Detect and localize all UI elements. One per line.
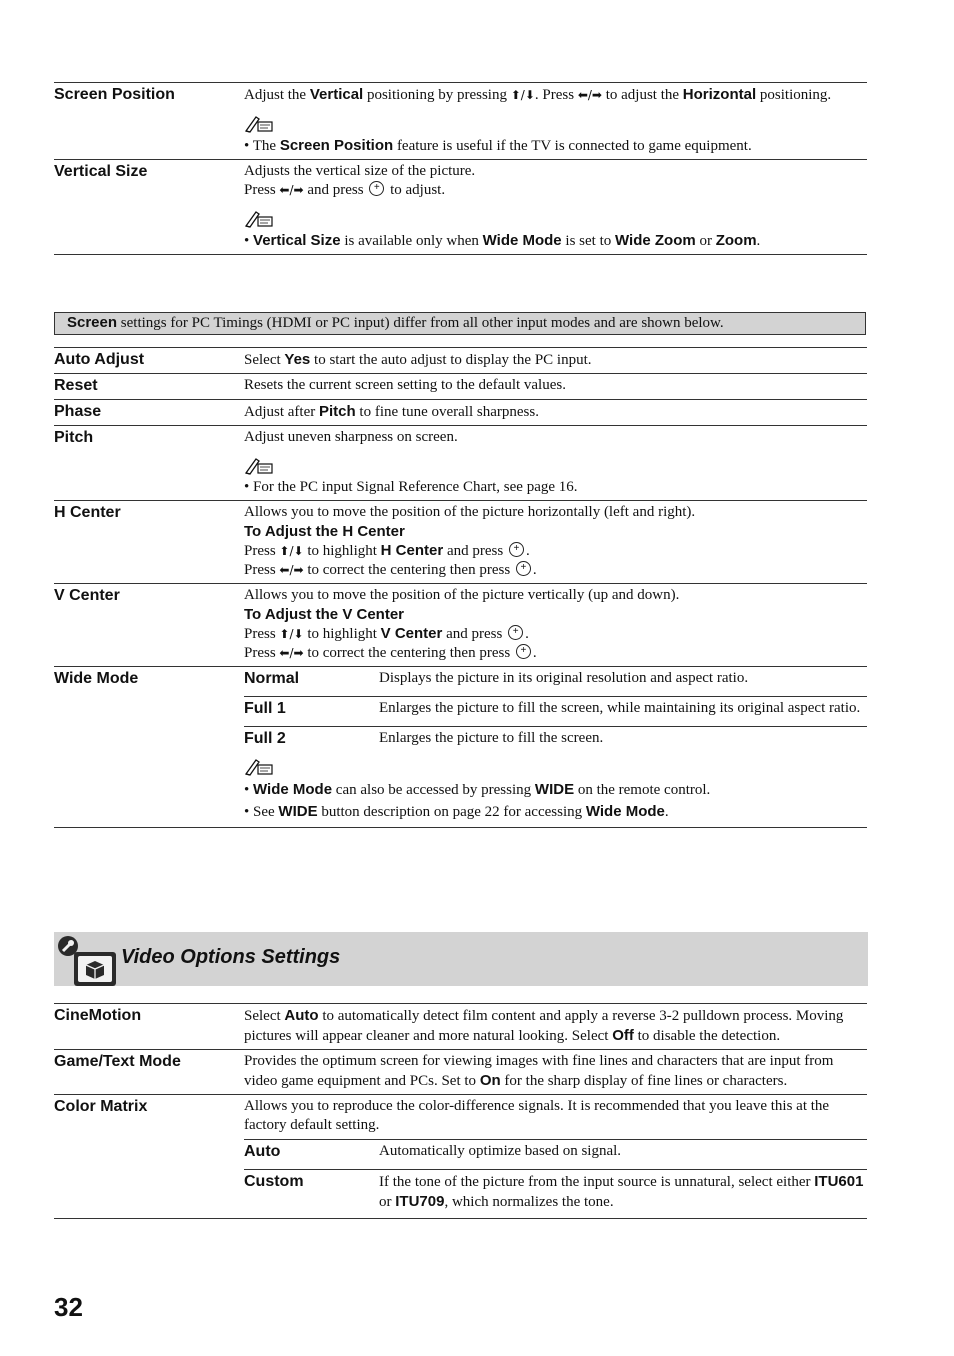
- desc-v-center: Allows you to move the position of the picture vertically (up and down). To Adjust the V Center Press ⬆/⬇ to highlight V Center and press +. Press ⬅/➡ to correct the centering then press +.: [244, 586, 867, 663]
- pencil-note-icon: [244, 113, 274, 133]
- desc-reset: Resets the current screen setting to the default values.: [244, 377, 566, 393]
- wide-mode-full1: Full 1 Enlarges the picture to fill the screen, while maintaining its original aspect ratio.: [244, 696, 867, 722]
- row-pitch: [54, 425, 867, 500]
- term-vertical-size: Vertical Size: [54, 163, 148, 180]
- row-auto-adjust: [54, 347, 867, 373]
- enter-button-icon: [508, 625, 523, 640]
- pc-screen-settings-table: [54, 347, 867, 828]
- term-phase: Phase: [54, 403, 102, 420]
- section-title: Video Options Settings: [121, 946, 341, 968]
- enter-button-icon: [509, 542, 524, 557]
- row-reset: [54, 373, 867, 399]
- row-cinemotion: [54, 1003, 867, 1049]
- term-color-matrix: Color Matrix: [54, 1098, 148, 1115]
- wrench-box-icon: [56, 934, 118, 988]
- term-h-center: H Center: [54, 504, 121, 521]
- enter-button-icon: [369, 181, 384, 196]
- pencil-note-icon: [244, 208, 274, 228]
- page-number: 32: [54, 1292, 83, 1322]
- color-matrix-auto: Auto Automatically optimize based on signal.: [244, 1139, 867, 1165]
- left-right-arrow-icon: ⬅/➡: [279, 646, 304, 660]
- row-v-center: [54, 583, 867, 666]
- desc-phase: Adjust after Pitch to fine tune overall sharpness.: [244, 403, 539, 420]
- enter-button-icon: [516, 561, 531, 576]
- wide-mode-normal: Normal Displays the picture in its original resolution and aspect ratio.: [244, 670, 749, 687]
- desc-game-text-mode: Provides the optimum screen for viewing images with fine lines and characters that are input from video game equipment and PCs. Set to On for the sharp display of fine lines or characters.: [244, 1053, 834, 1089]
- term-screen-position: Screen Position: [54, 86, 175, 103]
- desc-auto-adjust: Select Yes to start the auto adjust to display the PC input.: [244, 351, 592, 368]
- row-game-text-mode: [54, 1049, 867, 1094]
- term-auto-adjust: Auto Adjust: [54, 351, 145, 368]
- up-down-arrow-icon: ⬆/⬇: [279, 627, 304, 641]
- row-vertical-size: [54, 159, 867, 255]
- up-down-arrow-icon: ⬆/⬇: [279, 544, 304, 558]
- pc-timing-banner: Screen settings for PC Timings (HDMI or PC input) differ from all other input modes and are shown below.: [54, 312, 866, 335]
- v-center-heading: To Adjust the V Center: [244, 606, 405, 623]
- left-right-arrow-icon: ⬅/➡: [279, 183, 304, 197]
- pencil-note-icon: [244, 455, 274, 475]
- term-wide-mode: Wide Mode: [54, 670, 139, 687]
- term-game-text-mode: Game/Text Mode: [54, 1053, 181, 1070]
- term-cinemotion: CineMotion: [54, 1007, 142, 1024]
- desc-cinemotion: Select Auto to automatically detect film content and apply a reverse 3-2 pulldown process. Moving pictures will appear cleaner and more natural looking. Select Off to disable the detection.: [244, 1007, 844, 1044]
- desc-vertical-size: Adjusts the vertical size of the picture. Press ⬅/➡ and press + to adjust. • Vertical Size is available only when Wide Mode is set to Wide Zoom or Zoom.: [244, 162, 867, 251]
- left-right-arrow-icon: ⬅/➡: [279, 563, 304, 577]
- video-options-section-header: [54, 932, 868, 986]
- row-h-center: [54, 500, 867, 583]
- term-reset: Reset: [54, 377, 98, 394]
- desc-color-matrix: Allows you to reproduce the color-difference signals. It is recommended that you leave this at the factory default setting. Auto Automatically optimize based on signal. Custom If the tone of the picture from the input source is unnatural, select either ITU601 or ITU709, which normalizes the tone.: [244, 1097, 867, 1215]
- screen-settings-table: [54, 82, 867, 255]
- color-matrix-custom: Custom If the tone of the picture from the input source is unnatural, select either ITU601 or ITU709, which normalizes the tone.: [244, 1169, 867, 1215]
- h-center-heading: To Adjust the H Center: [244, 523, 405, 540]
- wide-mode-full2: Full 2 Enlarges the picture to fill the screen.: [244, 726, 867, 752]
- row-color-matrix: [54, 1094, 867, 1219]
- desc-pitch: Adjust uneven sharpness on screen. • For the PC input Signal Reference Chart, see page 16.: [244, 429, 578, 495]
- desc-wide-mode: Normal Displays the picture in its original resolution and aspect ratio. Full 1 Enlarges the picture to fill the screen, while maintaining its original aspect ratio. Full 2 Enlarges the picture to fill the screen. • Wide Mode can also be accessed by pressing WIDE on the remote control. • See WIDE button description on page 22 for accessing Wide Mode.: [244, 669, 867, 823]
- term-v-center: V Center: [54, 587, 120, 604]
- up-down-arrow-icon: ⬆/⬇: [510, 88, 535, 102]
- left-right-arrow-icon: ⬅/➡: [577, 88, 602, 102]
- row-phase: [54, 399, 867, 425]
- enter-button-icon: [516, 644, 531, 659]
- desc-screen-position: Adjust the Vertical positioning by pressing ⬆/⬇. Press ⬅/➡ to adjust the Horizontal positioning. • The Screen Position feature is useful if the TV is connected to game equipment.: [244, 86, 832, 154]
- desc-h-center: Allows you to move the position of the picture horizontally (left and right). To Adjust the H Center Press ⬆/⬇ to highlight H Center and press +. Press ⬅/➡ to correct the centering then press +.: [244, 503, 867, 580]
- pencil-note-icon: [244, 756, 274, 776]
- video-options-table: [54, 1003, 867, 1219]
- term-pitch: Pitch: [54, 429, 94, 446]
- row-wide-mode: [54, 666, 867, 828]
- row-screen-position: [54, 82, 867, 159]
